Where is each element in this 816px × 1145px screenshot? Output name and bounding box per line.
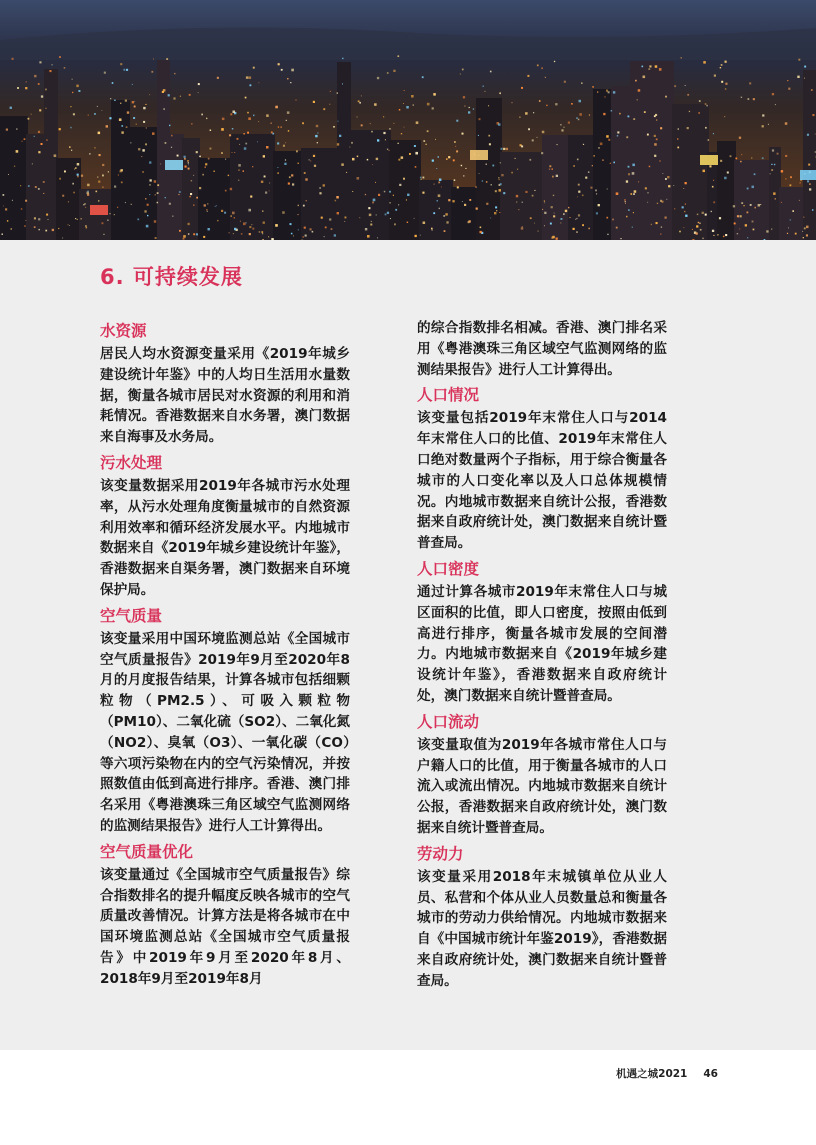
chapter-title: 6. 可持续发展 [100, 265, 243, 289]
body-air-quality-improvement: 该变量通过《全国城市空气质量报告》综合指数排名的提升幅度反映各城市的空气质量改善情况。计算方法是将各城市在中国环境监测总站《全国城市空气质量报告》中2019年9月至2020年8月、2018年9月至2019年8月 [100, 866, 350, 987]
body-water-resources: 居民人均水资源变量采用《2019年城乡建设统计年鉴》中的人均日生活用水量数据，衡量各城市居民对水资源的利用和消耗情况。香港数据来自水务署，澳门数据来自海事及水务局。 [100, 346, 350, 446]
body-air-quality: 该变量采用中国环境监测总站《全国城市空气质量报告》2019年9月至2020年8月的月度报告结果，计算各城市包括细颗粒物（PM2.5）、可吸入颗粒物（PM10）、二氧化硫（SO2）、二氧化氮（NO2）、臭氧（O3）、一氧化碳（CO）等六项污染物在内的空气污染情况，并按照数值由低到高进行排序。香港、澳门排名采用《粤港澳珠三角区域空气监测网络的监测结果报告》进行人工计算得出。 [100, 630, 350, 834]
body-population-mobility: 该变量取值为2019年各城市常住人口与户籍人口的比值，用于衡量各城市的人口流入或流出情况。内地城市数据来自统计公报，香港数据来自政府统计处，澳门数据来自统计暨普查局。 [417, 736, 667, 836]
heading-air-quality: 空气质量 [100, 606, 163, 625]
page-number: 46 [703, 1068, 718, 1080]
body-population-density: 通过计算各城市2019年末常住人口与城区面积的比值，即人口密度，按照由低到高进行排序，衡量各城市发展的空间潜力。内地城市数据来自《2019年城乡建设统计年鉴》，香港数据来自政府统计处，澳门数据来自统计暨普查局。 [417, 583, 667, 704]
heading-air-quality-improvement: 空气质量优化 [100, 842, 194, 861]
right-column [417, 318, 667, 996]
heading-population-mobility: 人口流动 [417, 712, 480, 731]
body-sewage-treatment: 该变量数据采用2019年各城市污水处理率，从污水处理角度衡量城市的自然资源利用效率和循环经济发展水平。内地城市数据来自《2019年城乡建设统计年鉴》，香港数据来自渠务署，澳门数据来自环境保护局。 [100, 477, 350, 598]
heading-labor-force: 劳动力 [417, 844, 464, 863]
heading-population-density: 人口密度 [417, 559, 480, 578]
city-night-skyline-photo [0, 0, 816, 240]
body-labor-force: 该变量采用2018年末城镇单位从业人员、私营和个体从业人员数量总和衡量各城市的劳动力供给情况。内地城市数据来自《中国城市统计年鉴2019》，香港数据来自政府统计处，澳门数据来自统计暨普查局。 [417, 868, 667, 989]
publication-name: 机遇之城2021 [616, 1068, 688, 1080]
heading-water-resources: 水资源 [100, 322, 147, 340]
page-footer [616, 1066, 718, 1081]
left-column [100, 320, 350, 994]
heading-population: 人口情况 [417, 386, 480, 405]
body-population: 该变量包括2019年末常住人口与2014年末常住人口的比值、2019年末常住人口绝对数量两个子指标，用于综合衡量各城市的人口变化率以及人口总体规模情况。内地城市数据来自统计公报，香港数据来自政府统计处，澳门数据来自统计暨普查局。 [417, 410, 667, 552]
body-air-quality-improvement-continued: 的综合指数排名相减。香港、澳门排名采用《粤港澳珠三角区域空气监测网络的监测结果报告》进行人工计算得出。 [417, 320, 667, 378]
skyline-illustration [0, 0, 816, 240]
heading-sewage-treatment: 污水处理 [100, 453, 163, 472]
